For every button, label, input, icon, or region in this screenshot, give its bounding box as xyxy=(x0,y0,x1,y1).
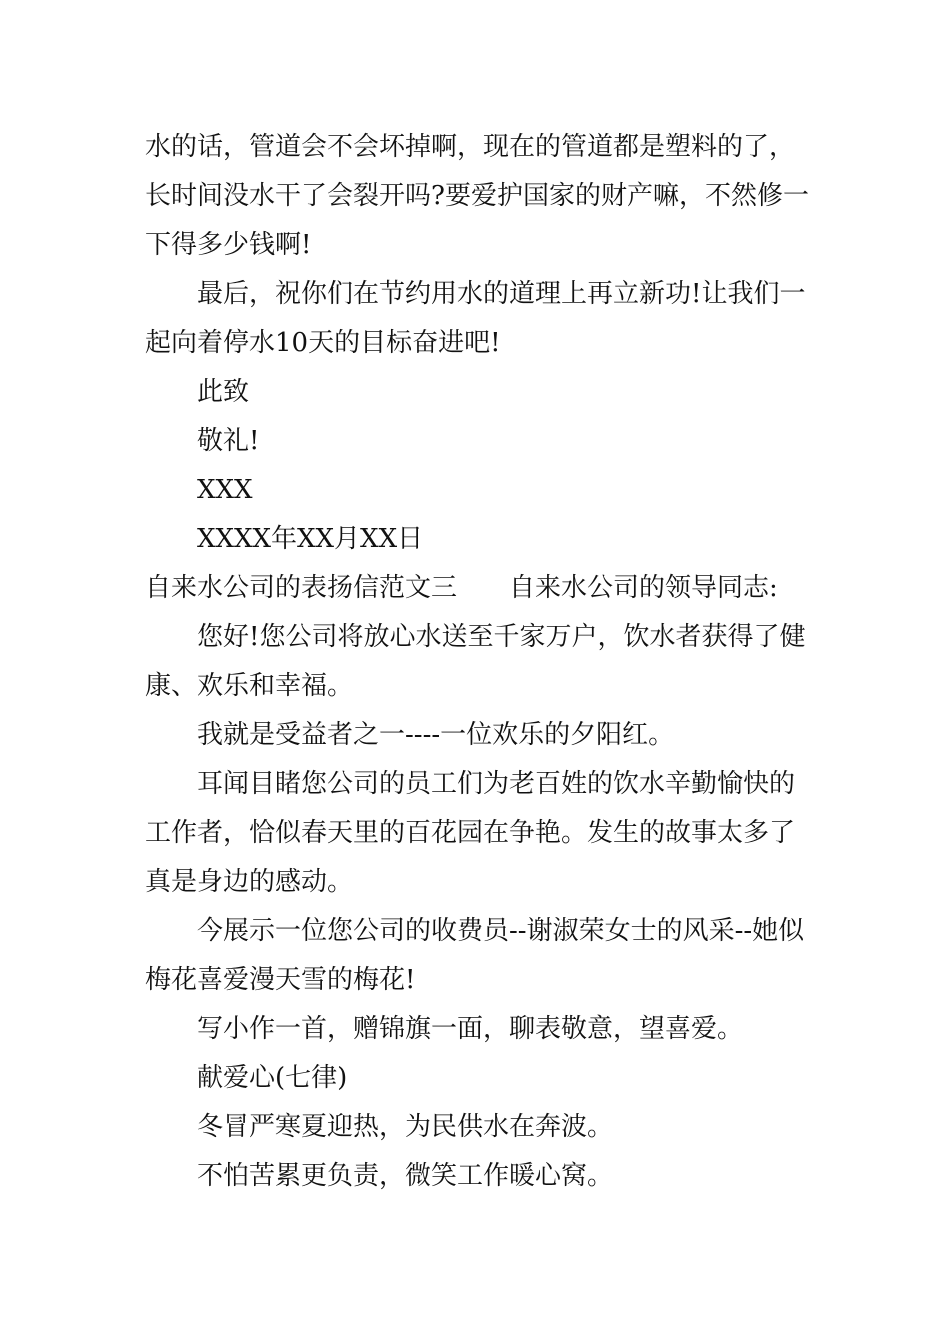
paragraph-beneficiary: 我就是受益者之一----一位欢乐的夕阳红。 xyxy=(197,720,675,750)
signature-date: XXXX年XX月XX日 xyxy=(197,524,424,554)
paragraph-witness: 耳闻目睹您公司的员工们为老百姓的饮水辛勤愉快的工作者，恰似春天里的百花园在争艳。发生的故事太多了真是身边的感动。 xyxy=(145,769,796,897)
section-heading-sample-three: 自来水公司的表扬信范文三 自来水公司的领导同志: xyxy=(145,573,778,603)
paragraph-poem-intro: 写小作一首，赠锦旗一面，聊表敬意，望喜爱。 xyxy=(197,1014,744,1044)
paragraph-closing-wish: 最后，祝你们在节约用水的道理上再立新功!让我们一起向着停水10天的目标奋进吧! xyxy=(145,279,806,358)
poem-title: 献爱心(七律) xyxy=(197,1063,348,1093)
document-body xyxy=(145,123,810,1201)
paragraph-cashier: 今展示一位您公司的收费员--谢淑荣女士的风采--她似梅花喜爱漫天雪的梅花! xyxy=(145,916,805,995)
salutation-cizhi: 此致 xyxy=(197,377,250,407)
paragraph-greeting: 您好!您公司将放心水送至千家万户，饮水者获得了健康、欢乐和幸福。 xyxy=(145,622,806,701)
paragraph-pipe-concern: 水的话，管道会不会坏掉啊，现在的管道都是塑料的了，长时间没水干了会裂开吗?要爱护国家的财产嘛，不然修一下得多少钱啊! xyxy=(145,132,809,260)
poem-line-1: 冬冒严寒夏迎热，为民供水在奔波。 xyxy=(197,1112,614,1142)
poem-line-2: 不怕苦累更负责，微笑工作暖心窝。 xyxy=(197,1161,614,1191)
salutation-jingli: 敬礼! xyxy=(197,426,260,456)
signature-name: XXX xyxy=(197,475,253,505)
